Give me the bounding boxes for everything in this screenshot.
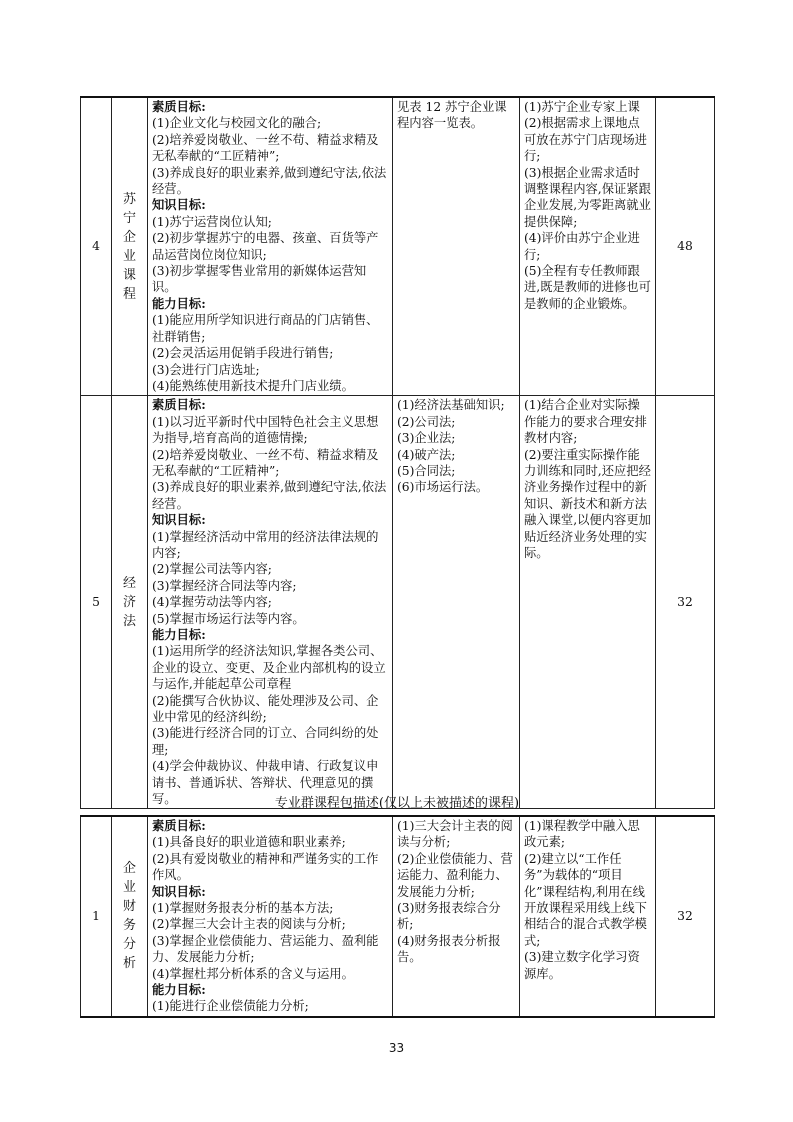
objective-heading: 能力目标: (152, 295, 206, 311)
teaching-requirements (520, 97, 656, 396)
table-row (81, 816, 715, 1017)
teaching-requirements (520, 816, 656, 1017)
row-number: 4 (81, 97, 112, 396)
objective-heading: 知识目标: (152, 512, 206, 528)
row-number: 5 (81, 396, 112, 809)
table-row (81, 396, 715, 809)
objective-item: (2)具有爱岗敬业的精神和严谨务实的工作作风。 (152, 851, 379, 883)
content-item: (4)财务报表分析报告。 (397, 933, 501, 965)
objective-heading: 能力目标: (152, 982, 206, 998)
course-objectives (148, 396, 393, 809)
course-hours: 48 (656, 97, 715, 396)
requirement-item: (3)根据企业需求适时调整课程内容,保证紧跟企业发展,为零距离就业提供保障; (524, 165, 651, 229)
objective-item: (1)具备良好的职业道德和职业素养; (152, 835, 346, 850)
course-name-cell (112, 396, 148, 809)
course-hours: 32 (656, 396, 715, 809)
content-item: (6)市场运行法。 (397, 480, 489, 495)
objective-heading: 能力目标: (152, 627, 206, 642)
objective-item: (2)初步掌握苏宁的电器、孩童、百货等产品运营岗位岗位知识; (152, 231, 379, 262)
objective-item: (3)养成良好的职业素养,做到遵纪守法,依法经营。 (152, 165, 387, 197)
objective-item: (1)企业文化与校园文化的融合; (152, 116, 322, 131)
objective-item: (4)掌握劳动法等内容; (152, 595, 272, 610)
objective-item: (1)运用所学的经济法知识,掌握各类公司、企业的设立、变更、及企业内部机构的设立与运作,并能起草公司章程 (152, 644, 386, 692)
content-item: (2)企业偿债能力、营运能力、盈利能力、发展能力分析; (397, 851, 513, 899)
objective-item: (3)会进行门店选址; (152, 362, 260, 377)
course-name-cell (112, 816, 148, 1017)
course-content (393, 396, 520, 809)
teaching-requirements (520, 396, 656, 809)
objective-heading: 知识目标: (152, 197, 206, 213)
requirement-item: (2)根据需求上课地点可放在苏宁门店现场进行; (524, 116, 647, 164)
requirement-item: (5)全程有专任教师跟进,既是教师的进修也可是教师的企业锻炼。 (524, 264, 651, 311)
course-hours: 32 (656, 816, 715, 1017)
requirement-item: (2)要注重实际操作能力训练和同时,还应把经济业务操作过程中的新知识、新技术和新方法融入课堂,以便内容更加贴近经济业务处理的实际。 (524, 447, 651, 560)
requirement-item: (4)评价由苏宁企业进行; (524, 231, 640, 262)
row-number: 1 (81, 816, 112, 1017)
objective-item: (4)学会仲裁协议、仲裁申请、行政复议申请书、普通诉状、答辩状、代理意见的撰写。 (152, 759, 379, 807)
course-name: 经济法 (122, 575, 136, 629)
course-name: 苏宁企业课程 (122, 191, 136, 302)
course-content (393, 97, 520, 396)
objective-item: (1)苏宁运营岗位认知; (152, 214, 272, 229)
objective-heading: 知识目标: (152, 883, 206, 899)
objective-item: (3)初步掌握零售业常用的新媒体运营知识。 (152, 264, 367, 295)
objective-item: (2)掌握三大会计主表的阅读与分析; (152, 917, 346, 932)
content-item: (3)财务报表综合分析; (397, 901, 501, 932)
content-item: (1)三大会计主表的阅读与分析; (397, 819, 513, 850)
objective-item: (1)以习近平新时代中国特色社会主义思想为指导,培育高尚的道德情操; (152, 414, 379, 446)
course-objectives (148, 816, 393, 1017)
course-table (80, 96, 715, 809)
table-row (81, 97, 715, 396)
objective-item: (1)能进行企业偿债能力分析; (152, 999, 309, 1014)
objective-item: (2)会灵活运用促销手段进行销售; (152, 346, 334, 361)
requirement-item: (1)苏宁企业专家上课 (524, 100, 640, 114)
objective-item: (1)掌握财务报表分析的基本方法; (152, 901, 334, 916)
objective-item: (2)掌握公司法等内容; (152, 562, 272, 577)
objective-heading: 素质目标: (152, 818, 206, 833)
requirement-item: (3)建立数字化学习资源库。 (524, 950, 640, 981)
course-name: 企业财务分析 (122, 861, 136, 972)
content-item: (3)企业法; (397, 431, 456, 446)
objective-item: (1)能应用所学知识进行商品的门店销售、社群销售; (152, 313, 379, 344)
objective-item: (5)掌握市场运行法等内容。 (152, 611, 305, 626)
requirement-item: (1)结合企业对实际操作能力的要求合理安排教材内容; (524, 398, 647, 446)
objective-item: (3)掌握经济合同法等内容; (152, 578, 297, 593)
objective-item: (1)掌握经济活动中常用的经济法律法规的内容; (152, 529, 379, 560)
objective-item: (4)掌握杜邦分析体系的含义与运用。 (152, 966, 354, 981)
requirement-item: (1)课程教学中融入思政元素; (524, 819, 640, 850)
objective-item: (3)掌握企业偿债能力、营运能力、盈利能力、发展能力分析; (152, 933, 379, 965)
content-item: (2)公司法; (397, 414, 456, 429)
course-content (393, 816, 520, 1017)
objective-item: (2)培养爱岗敬业、一丝不苟、精益求精及无私奉献的“工匠精神”; (152, 132, 379, 164)
objective-item: (4)能熟练使用新技术提升门店业绩。 (152, 378, 354, 393)
content-item: (1)经济法基础知识; (397, 398, 505, 413)
objective-item: (3)养成良好的职业素养,做到遵纪守法,依法经营。 (152, 480, 387, 511)
objective-item: (3)能进行经济合同的订立、合同纠纷的处理; (152, 726, 379, 757)
course-package-table (80, 815, 715, 1018)
objective-heading: 素质目标: (152, 397, 206, 413)
objective-item: (2)能撰写合伙协议、能处理涉及公司、企业中常见的经济纠纷; (152, 693, 379, 725)
requirement-item: (2)建立以“工作任务”为载体的“项目化”课程结构,利用在线开放课程采用线上线下相结合的混合式教学模式; (524, 851, 647, 948)
content-item: (5)合同法; (397, 463, 456, 478)
course-name-cell (112, 97, 148, 396)
content-item: 见表 12 苏宁企业课程内容一览表。 (397, 100, 507, 131)
objective-heading: 素质目标: (152, 99, 206, 114)
course-objectives (148, 97, 393, 396)
content-item: (4)破产法; (397, 447, 456, 462)
section-title: 专业群课程包描述(仅以上未被描述的课程) (274, 796, 520, 811)
objective-item: (2)培养爱岗敬业、一丝不苟、精益求精及无私奉献的“工匠精神”; (152, 447, 379, 478)
page-number: 33 (388, 1041, 405, 1055)
